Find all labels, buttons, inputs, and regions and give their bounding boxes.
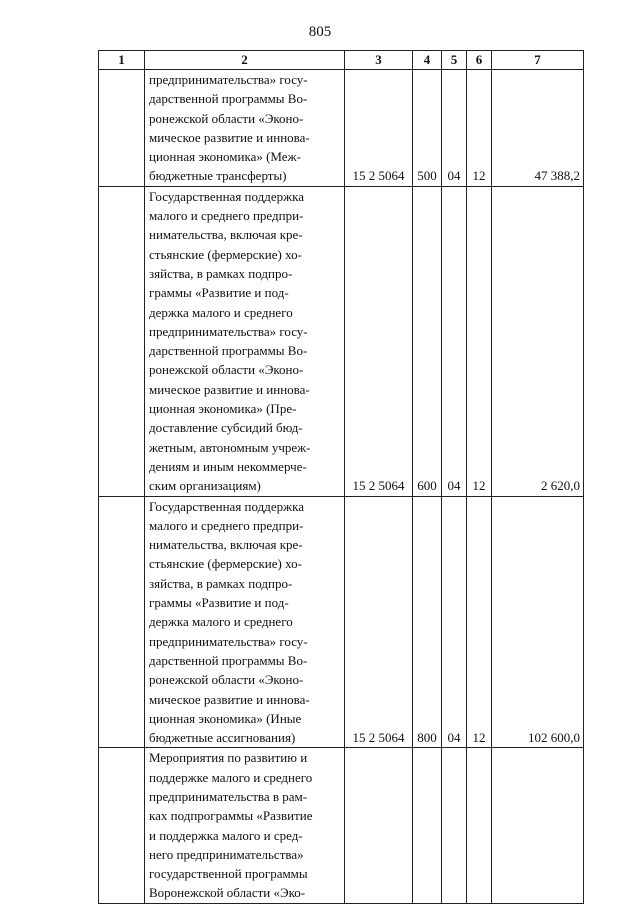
table-row <box>99 186 584 496</box>
description-line: ках подпрограммы «Развитие <box>149 808 313 824</box>
description-line: государственной программы <box>149 866 308 882</box>
description-line: ционная экономика» (Меж- <box>149 149 301 165</box>
description-line: малого и среднего предпри- <box>149 517 304 533</box>
description-line: держка малого и среднего <box>149 614 293 630</box>
description-line: ционная экономика» (Пре- <box>149 401 297 417</box>
description-line: Мероприятия по развитию и <box>149 750 308 766</box>
description-line: стьянские (фермерские) хо- <box>149 246 302 262</box>
amount-cell: 102 600,0 <box>492 496 584 748</box>
description-line: ронежской области «Эконо- <box>149 672 304 688</box>
budget-table <box>98 50 584 904</box>
expense-type-cell: 500 <box>413 70 442 187</box>
row-number-cell <box>99 70 145 187</box>
header-cell-7: 7 <box>492 51 584 70</box>
table-row <box>99 496 584 748</box>
header-cell-6: 6 <box>467 51 492 70</box>
description-line: дарственной программы Во- <box>149 91 308 107</box>
header-cell-1: 1 <box>99 51 145 70</box>
header-cell-4: 4 <box>413 51 442 70</box>
description-line: ционная экономика» (Иные <box>149 710 302 726</box>
subsection-cell: 12 <box>467 496 492 748</box>
description-line: предпринимательства» госу- <box>149 633 308 649</box>
description-cell <box>145 186 345 496</box>
subsection-cell <box>467 748 492 903</box>
description-line: предпринимательства» госу- <box>149 72 308 87</box>
description-cell <box>145 748 345 903</box>
amount-cell <box>492 748 584 903</box>
description-cell <box>145 496 345 748</box>
section-cell: 04 <box>442 496 467 748</box>
description-line: граммы «Развитие и под- <box>149 285 289 301</box>
code-cell: 15 2 5064 <box>345 186 413 496</box>
description-line: зяйства, в рамках подпро- <box>149 575 293 591</box>
section-cell: 04 <box>442 186 467 496</box>
table-header-row <box>99 51 584 70</box>
expense-type-cell: 800 <box>413 496 442 748</box>
header-cell-5: 5 <box>442 51 467 70</box>
description-line: стьянские (фермерские) хо- <box>149 556 302 572</box>
description-line: Воронежской области «Эко- <box>149 885 306 901</box>
section-cell: 04 <box>442 70 467 187</box>
code-cell <box>345 748 413 903</box>
description-line: Государственная поддержка <box>149 498 305 514</box>
description-line: дарственной программы Во- <box>149 343 308 359</box>
description-line: мическое развитие и иннова- <box>149 691 310 707</box>
description-line: поддержке малого и среднего <box>149 769 313 785</box>
table-row <box>99 748 584 903</box>
code-cell: 15 2 5064 <box>345 70 413 187</box>
description-line: зяйства, в рамках подпро- <box>149 265 293 281</box>
header-cell-2: 2 <box>145 51 345 70</box>
amount-cell: 47 388,2 <box>492 70 584 187</box>
row-number-cell <box>99 186 145 496</box>
subsection-cell: 12 <box>467 70 492 187</box>
row-number-cell <box>99 748 145 903</box>
expense-type-cell: 600 <box>413 186 442 496</box>
description-line: ронежской области «Эконо- <box>149 110 304 126</box>
description-line: дарственной программы Во- <box>149 652 308 668</box>
table-row <box>99 70 584 187</box>
description-line: граммы «Развитие и под- <box>149 595 289 611</box>
description-line: дениям и иным некоммерче- <box>149 458 307 474</box>
description-line: Государственная поддержка <box>149 188 305 204</box>
section-cell <box>442 748 467 903</box>
subsection-cell: 12 <box>467 186 492 496</box>
description-line: предпринимательства в рам- <box>149 788 308 804</box>
description-line: и поддержка малого и сред- <box>149 827 303 843</box>
row-number-cell <box>99 496 145 748</box>
code-cell: 15 2 5064 <box>345 496 413 748</box>
description-line: доставление субсидий бюд- <box>149 420 303 436</box>
description-line: жетным, автономным учреж- <box>149 439 311 455</box>
description-line: бюджетные ассигнования) <box>149 730 296 746</box>
description-line: малого и среднего предпри- <box>149 208 304 224</box>
description-line: нимательства, включая кре- <box>149 227 303 243</box>
description-line: держка малого и среднего <box>149 304 293 320</box>
description-line: ронежской области «Эконо- <box>149 362 304 378</box>
description-line: нимательства, включая кре- <box>149 537 303 553</box>
description-line: предпринимательства» госу- <box>149 323 308 339</box>
expense-type-cell <box>413 748 442 903</box>
description-line: мическое развитие и иннова- <box>149 381 310 397</box>
description-line: ским организациям) <box>149 478 261 494</box>
header-cell-3: 3 <box>345 51 413 70</box>
amount-cell: 2 620,0 <box>492 186 584 496</box>
page-number: 805 <box>308 24 332 40</box>
description-cell <box>145 70 345 187</box>
description-line: бюджетные трансферты) <box>149 168 287 184</box>
description-line: мическое развитие и иннова- <box>149 129 310 145</box>
description-line: него предпринимательства» <box>149 846 304 862</box>
